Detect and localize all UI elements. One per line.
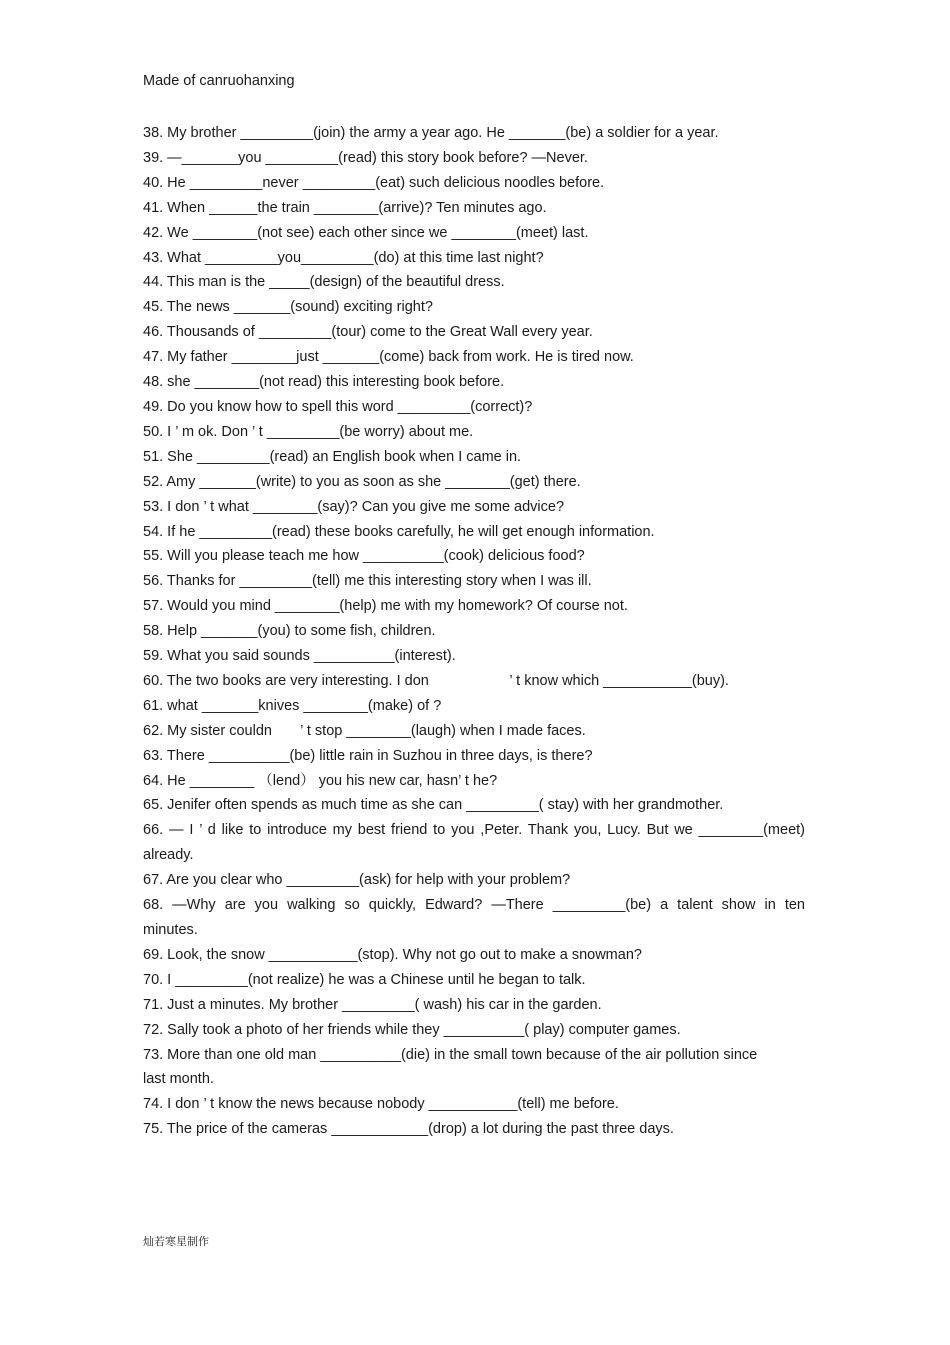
question-73: 73. More than one old man __________(die) in the small town because of the air pollution since last month. [143, 1046, 758, 1088]
question-68: 68. —Why are you walking so quickly, Edward? —There _________(be) a talent show in ten minutes. [143, 897, 805, 938]
question-64: 64. He ________ （lend） you his new car, hasn’ t he? [143, 772, 498, 789]
question-46: 46. Thousands of _________(tour) come to the Great Wall every year. [143, 324, 593, 341]
question-61: 61. what _______knives ________(make) of ? [143, 697, 442, 714]
question-53: 53. I don ’ t what ________(say)? Can you give me some advice? [143, 498, 565, 515]
question-49: 49. Do you know how to spell this word _________(correct)? [143, 398, 533, 415]
question-51: 51. She _________(read) an English book when I came in. [143, 448, 522, 465]
question-38: 38. My brother _________(join) the army a year ago. He _______(be) a soldier for a year. [143, 125, 719, 141]
question-60: 60. The two books are very interesting. I don ’ t know which ___________(buy). [143, 672, 729, 689]
question-43: 43. What _________you_________(do) at this time last night? [143, 249, 544, 266]
question-71: 71. Just a minutes. My brother _________( wash) his car in the garden. [143, 996, 602, 1013]
question-list [143, 121, 805, 1142]
question-54: 54. If he _________(read) these books carefully, he will get enough information. [143, 523, 655, 540]
question-44: 44. This man is the _____(design) of the beautiful dress. [143, 274, 505, 291]
question-62: 62. My sister couldn ’ t stop ________(laugh) when I made faces. [143, 722, 586, 739]
question-50: 50. I ’ m ok. Don ’ t _________(be worry) about me. [143, 423, 474, 440]
page-header: Made of canruohanxing [143, 73, 295, 89]
page-footer: 灿若寒星制作 [143, 1235, 209, 1248]
question-42: 42. We ________(not see) each other since we ________(meet) last. [143, 224, 589, 241]
question-39: 39. —_______you _________(read) this story book before? —Never. [143, 149, 588, 166]
question-72: 72. Sally took a photo of her friends while they __________( play) computer games. [143, 1021, 681, 1038]
question-63: 63. There __________(be) little rain in Suzhou in three days, is there? [143, 747, 593, 764]
question-55: 55. Will you please teach me how __________(cook) delicious food? [143, 548, 585, 565]
question-45: 45. The news _______(sound) exciting right? [143, 299, 433, 316]
question-75: 75. The price of the cameras ____________(drop) a lot during the past three days. [143, 1121, 674, 1138]
question-56: 56. Thanks for _________(tell) me this interesting story when I was ill. [143, 573, 592, 590]
question-67: 67. Are you clear who _________(ask) for help with your problem? [143, 872, 571, 889]
question-74: 74. I don ’ t know the news because nobody ___________(tell) me before. [143, 1096, 619, 1113]
question-52: 52. Amy _______(write) to you as soon as she ________(get) there. [143, 473, 581, 490]
question-40: 40. He _________never _________(eat) such delicious noodles before. [143, 174, 605, 191]
question-58: 58. Help _______(you) to some fish, children. [143, 623, 436, 640]
question-48: 48. she ________(not read) this interesting book before. [143, 374, 505, 391]
question-59: 59. What you said sounds __________(interest). [143, 648, 456, 665]
question-47: 47. My father ________just _______(come) back from work. He is tired now. [143, 349, 634, 366]
question-57: 57. Would you mind ________(help) me with my homework? Of course not. [143, 598, 628, 615]
question-69: 69. Look, the snow ___________(stop). Why not go out to make a snowman? [143, 946, 642, 963]
question-70: 70. I _________(not realize) he was a Chinese until he began to talk. [143, 971, 586, 988]
question-66: 66. — I ’ d like to introduce my best friend to you ,Peter. Thank you, Lucy. But we ________(meet) already. [143, 822, 805, 864]
question-65: 65. Jenifer often spends as much time as she can _________( stay) with her grandmother. [143, 797, 724, 814]
question-41: 41. When ______the train ________(arrive)? Ten minutes ago. [143, 199, 547, 216]
